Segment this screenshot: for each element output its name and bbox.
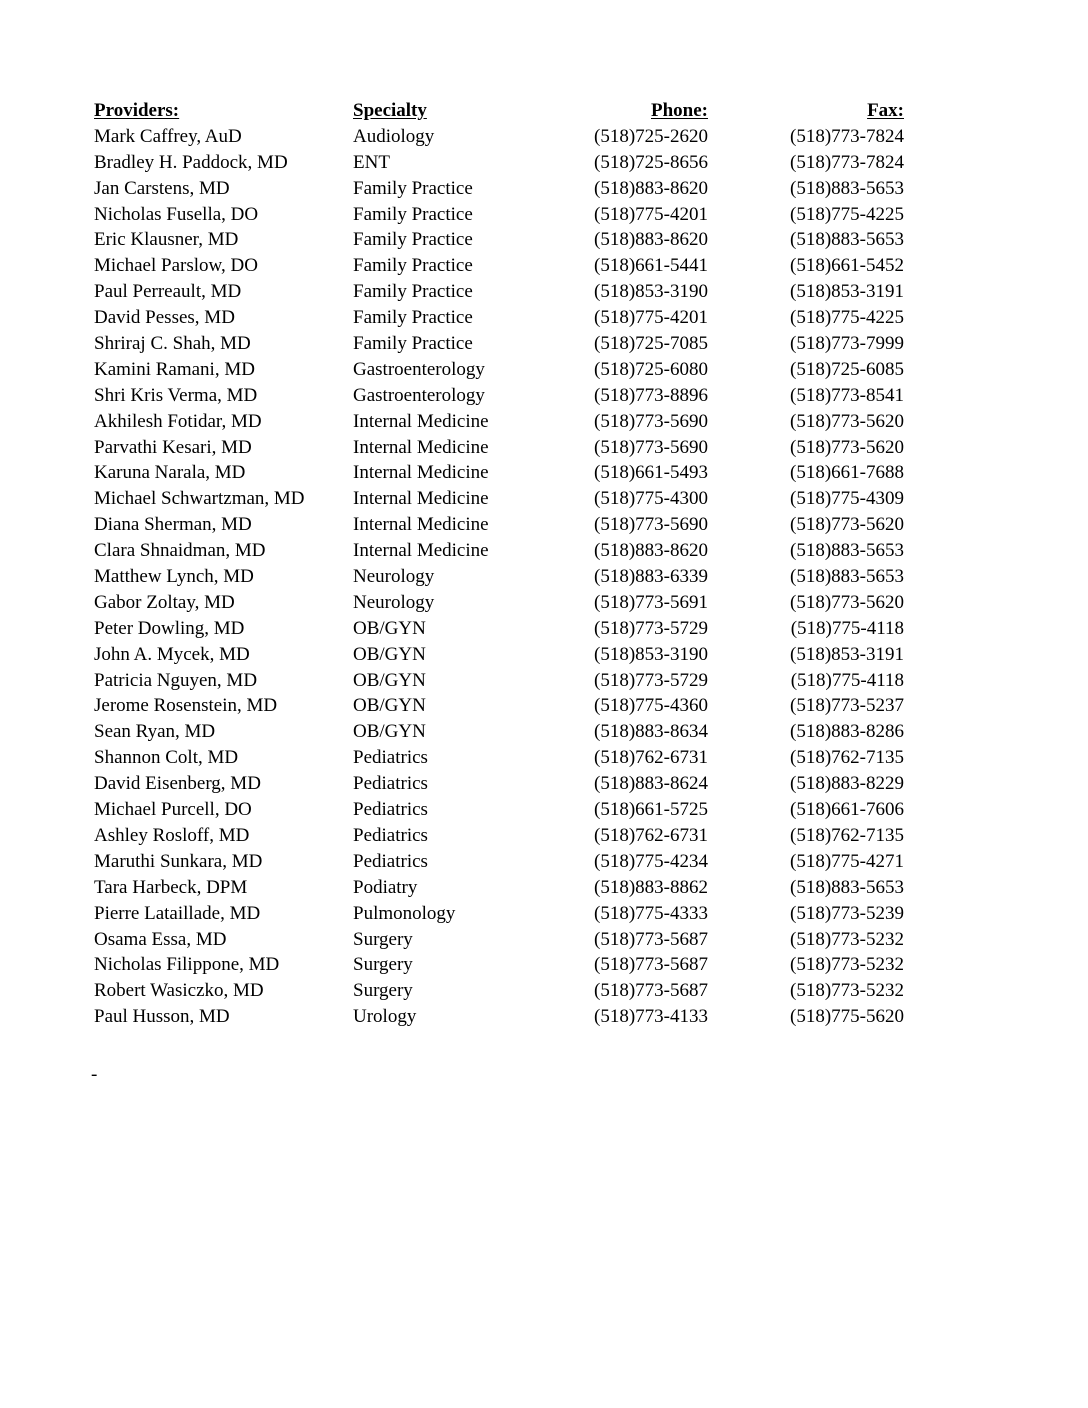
provider-phone: (518)883-8624 [594, 773, 708, 795]
provider-name: Maruthi Sunkara, MD [94, 850, 263, 872]
provider-phone: (518)883-8620 [594, 229, 708, 251]
provider-fax: (518)773-5232 [790, 980, 904, 1002]
provider-name: Osama Essa, MD [94, 928, 227, 950]
provider-name: Ashley Rosloff, MD [94, 824, 250, 846]
provider-phone: (518)762-6731 [594, 747, 708, 769]
table-row [94, 797, 904, 823]
provider-fax: (518)762-7135 [790, 747, 904, 769]
provider-phone: (518)725-2620 [594, 125, 708, 147]
provider-specialty: Internal Medicine [353, 410, 489, 432]
provider-name: Shannon Colt, MD [94, 747, 239, 769]
provider-specialty: Surgery [353, 928, 413, 950]
provider-name: Pierre Lataillade, MD [94, 902, 261, 924]
provider-phone: (518)762-6731 [594, 824, 708, 846]
provider-fax: (518)883-5653 [790, 229, 904, 251]
provider-fax: (518)775-5620 [790, 1006, 904, 1028]
provider-phone: (518)775-4234 [594, 850, 708, 872]
provider-phone: (518)661-5441 [594, 255, 708, 277]
provider-name: John A. Mycek, MD [94, 643, 250, 665]
provider-phone: (518)773-5687 [594, 954, 708, 976]
provider-specialty: Internal Medicine [353, 514, 489, 536]
provider-fax: (518)773-7824 [790, 151, 904, 173]
provider-specialty: Surgery [353, 980, 413, 1002]
table-row [94, 357, 904, 383]
provider-name: Diana Sherman, MD [94, 514, 252, 536]
table-row [94, 745, 904, 771]
provider-specialty: Family Practice [353, 229, 473, 251]
provider-name: Michael Purcell, DO [94, 799, 252, 821]
table-header-row [94, 98, 904, 124]
table-row [94, 150, 904, 176]
table-row [94, 331, 904, 357]
header-fax: Fax: [867, 100, 904, 121]
header-specialty: Specialty [353, 100, 427, 121]
provider-name: Peter Dowling, MD [94, 617, 245, 639]
table-row [94, 642, 904, 668]
provider-fax: (518)775-4225 [790, 307, 904, 329]
table-row [94, 435, 904, 461]
provider-phone: (518)661-5725 [594, 799, 708, 821]
provider-rows [94, 124, 904, 1030]
provider-fax: (518)775-4225 [790, 203, 904, 225]
trailing-mark: - [91, 1064, 98, 1085]
provider-phone: (518)773-5690 [594, 410, 708, 432]
table-row [94, 693, 904, 719]
provider-name: Jerome Rosenstein, MD [94, 695, 278, 717]
provider-phone: (518)775-4300 [594, 488, 708, 510]
provider-name: Kamini Ramani, MD [94, 358, 255, 380]
provider-phone: (518)773-5729 [594, 617, 708, 639]
provider-fax: (518)883-8286 [790, 721, 904, 743]
header-phone: Phone: [651, 100, 708, 121]
provider-phone: (518)775-4201 [594, 203, 708, 225]
provider-name: Patricia Nguyen, MD [94, 669, 258, 691]
provider-phone: (518)883-8862 [594, 876, 708, 898]
provider-specialty: Family Practice [353, 307, 473, 329]
provider-specialty: Neurology [353, 591, 435, 613]
provider-name: Bradley H. Paddock, MD [94, 151, 288, 173]
provider-phone: (518)725-7085 [594, 333, 708, 355]
provider-specialty: Internal Medicine [353, 436, 489, 458]
provider-name: Shriraj C. Shah, MD [94, 333, 251, 355]
table-row [94, 253, 904, 279]
provider-fax: (518)773-5237 [790, 695, 904, 717]
table-row [94, 978, 904, 1004]
provider-specialty: Pediatrics [353, 850, 428, 872]
provider-phone: (518)773-5687 [594, 928, 708, 950]
table-row [94, 1004, 904, 1030]
provider-phone: (518)773-5687 [594, 980, 708, 1002]
provider-fax: (518)883-8229 [790, 773, 904, 795]
provider-name: Nicholas Fusella, DO [94, 203, 259, 225]
provider-fax: (518)773-5232 [790, 954, 904, 976]
table-row [94, 927, 904, 953]
provider-fax: (518)773-5239 [790, 902, 904, 924]
provider-specialty: Family Practice [353, 255, 473, 277]
provider-phone: (518)773-8896 [594, 384, 708, 406]
provider-name: Paul Perreault, MD [94, 281, 242, 303]
provider-fax: (518)775-4118 [790, 669, 904, 691]
provider-fax: (518)773-7999 [790, 333, 904, 355]
provider-name: David Eisenberg, MD [94, 773, 261, 795]
provider-phone: (518)883-8620 [594, 540, 708, 562]
provider-phone: (518)853-3190 [594, 281, 708, 303]
table-row [94, 460, 904, 486]
table-row [94, 719, 904, 745]
provider-name: Eric Klausner, MD [94, 229, 239, 251]
table-row [94, 668, 904, 694]
provider-specialty: Pediatrics [353, 747, 428, 769]
provider-name: Robert Wasiczko, MD [94, 980, 264, 1002]
provider-fax: (518)773-5620 [790, 410, 904, 432]
provider-phone: (518)775-4201 [594, 307, 708, 329]
provider-specialty: Audiology [353, 125, 435, 147]
table-row [94, 823, 904, 849]
provider-specialty: Pulmonology [353, 902, 456, 924]
table-row [94, 279, 904, 305]
provider-specialty: Internal Medicine [353, 462, 489, 484]
provider-phone: (518)773-5690 [594, 514, 708, 536]
table-row [94, 901, 904, 927]
provider-phone: (518)773-4133 [594, 1006, 708, 1028]
table-row [94, 486, 904, 512]
provider-specialty: Family Practice [353, 177, 473, 199]
table-row [94, 616, 904, 642]
provider-name: Michael Schwartzman, MD [94, 488, 305, 510]
provider-phone: (518)853-3190 [594, 643, 708, 665]
provider-name: Akhilesh Fotidar, MD [94, 410, 262, 432]
provider-name: Jan Carstens, MD [94, 177, 230, 199]
provider-name: Shri Kris Verma, MD [94, 384, 258, 406]
provider-specialty: Internal Medicine [353, 540, 489, 562]
provider-name: Parvathi Kesari, MD [94, 436, 252, 458]
table-row [94, 227, 904, 253]
provider-fax: (518)773-5620 [790, 436, 904, 458]
provider-name: Clara Shnaidman, MD [94, 540, 266, 562]
table-row [94, 305, 904, 331]
provider-specialty: ENT [353, 151, 390, 173]
provider-phone: (518)725-8656 [594, 151, 708, 173]
table-row [94, 124, 904, 150]
table-row [94, 409, 904, 435]
table-row [94, 512, 904, 538]
provider-name: David Pesses, MD [94, 307, 235, 329]
provider-name: Nicholas Filippone, MD [94, 954, 280, 976]
provider-specialty: Internal Medicine [353, 488, 489, 510]
provider-fax: (518)773-7824 [790, 125, 904, 147]
provider-fax: (518)775-4309 [790, 488, 904, 510]
provider-fax: (518)883-5653 [790, 177, 904, 199]
provider-name: Sean Ryan, MD [94, 721, 216, 743]
provider-specialty: Urology [353, 1006, 417, 1028]
provider-specialty: Pediatrics [353, 799, 428, 821]
provider-name: Karuna Narala, MD [94, 462, 246, 484]
provider-specialty: OB/GYN [353, 695, 426, 717]
provider-fax: (518)883-5653 [790, 540, 904, 562]
provider-phone: (518)883-6339 [594, 566, 708, 588]
provider-fax: (518)773-5620 [790, 591, 904, 613]
provider-specialty: Family Practice [353, 281, 473, 303]
table-row [94, 564, 904, 590]
table-row [94, 849, 904, 875]
provider-fax: (518)661-7606 [790, 799, 904, 821]
table-row [94, 538, 904, 564]
provider-name: Mark Caffrey, AuD [94, 125, 242, 147]
provider-fax: (518)853-3191 [790, 643, 904, 665]
provider-specialty: OB/GYN [353, 643, 426, 665]
provider-phone: (518)775-4333 [594, 902, 708, 924]
provider-specialty: Neurology [353, 566, 435, 588]
provider-phone: (518)773-5690 [594, 436, 708, 458]
table-row [94, 590, 904, 616]
provider-fax: (518)762-7135 [790, 824, 904, 846]
provider-fax: (518)661-5452 [790, 255, 904, 277]
provider-phone: (518)661-5493 [594, 462, 708, 484]
table-row [94, 383, 904, 409]
provider-phone: (518)773-5729 [594, 669, 708, 691]
provider-fax: (518)725-6085 [790, 358, 904, 380]
provider-phone: (518)725-6080 [594, 358, 708, 380]
provider-specialty: Pediatrics [353, 824, 428, 846]
provider-specialty: OB/GYN [353, 669, 426, 691]
provider-name: Michael Parslow, DO [94, 255, 258, 277]
provider-fax: (518)773-8541 [790, 384, 904, 406]
provider-name: Gabor Zoltay, MD [94, 591, 235, 613]
provider-name: Matthew Lynch, MD [94, 566, 254, 588]
provider-phone: (518)775-4360 [594, 695, 708, 717]
table-row [94, 952, 904, 978]
provider-specialty: Family Practice [353, 333, 473, 355]
provider-fax: (518)883-5653 [790, 876, 904, 898]
provider-fax: (518)661-7688 [790, 462, 904, 484]
provider-fax: (518)853-3191 [790, 281, 904, 303]
provider-directory-table [94, 98, 904, 1030]
provider-fax: (518)775-4118 [790, 617, 904, 639]
provider-specialty: Family Practice [353, 203, 473, 225]
provider-specialty: OB/GYN [353, 721, 426, 743]
provider-phone: (518)883-8634 [594, 721, 708, 743]
provider-fax: (518)775-4271 [790, 850, 904, 872]
table-row [94, 875, 904, 901]
provider-name: Paul Husson, MD [94, 1006, 230, 1028]
provider-phone: (518)773-5691 [594, 591, 708, 613]
table-row [94, 771, 904, 797]
provider-specialty: Pediatrics [353, 773, 428, 795]
provider-specialty: OB/GYN [353, 617, 426, 639]
table-row [94, 202, 904, 228]
provider-name: Tara Harbeck, DPM [94, 876, 248, 898]
provider-fax: (518)773-5620 [790, 514, 904, 536]
provider-specialty: Gastroenterology [353, 358, 485, 380]
provider-phone: (518)883-8620 [594, 177, 708, 199]
provider-specialty: Podiatry [353, 876, 418, 898]
table-row [94, 176, 904, 202]
provider-fax: (518)883-5653 [790, 566, 904, 588]
provider-specialty: Surgery [353, 954, 413, 976]
header-providers: Providers: [94, 100, 180, 121]
provider-fax: (518)773-5232 [790, 928, 904, 950]
provider-specialty: Gastroenterology [353, 384, 485, 406]
